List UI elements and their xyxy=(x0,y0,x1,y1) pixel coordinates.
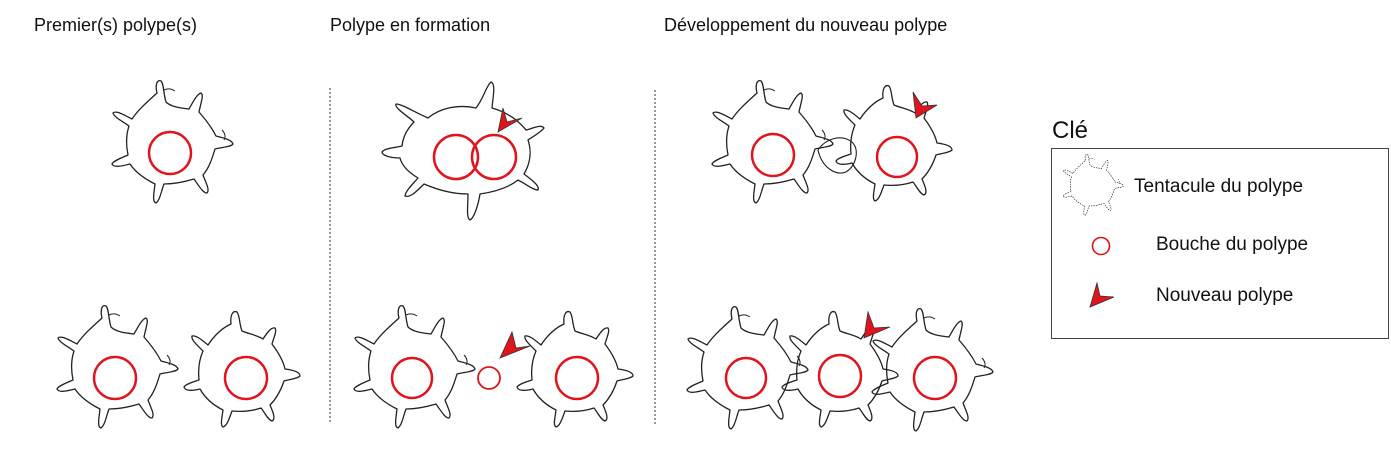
key-label-tentacle: Tentacule du polype xyxy=(1134,176,1304,197)
column-title-first-polyps: Premier(s) polype(s) xyxy=(34,15,198,35)
polyp-pair-budding xyxy=(354,306,633,428)
column-title-new-polyp-development: Développement du nouveau polype xyxy=(664,15,948,35)
polyp-mouth xyxy=(877,137,917,177)
polyp-mouth-circle-icon xyxy=(1090,235,1112,257)
new-polyp-arrowhead xyxy=(864,312,890,338)
column-title-polyp-forming: Polype en formation xyxy=(330,15,491,35)
key-label-new-polyp: Nouveau polype xyxy=(1156,285,1294,306)
polyp-developing-pair xyxy=(712,81,952,203)
key-box xyxy=(1051,148,1389,339)
polyp-pair xyxy=(57,306,300,428)
polyp-mouth xyxy=(752,134,794,176)
polyp-single xyxy=(112,81,233,203)
polyp-mouth xyxy=(94,357,136,399)
key-label-mouth: Bouche du polype xyxy=(1156,234,1309,255)
key-title: Clé xyxy=(1052,117,1089,144)
polyp-dividing xyxy=(382,82,544,220)
polyp-mouth-small xyxy=(478,367,500,389)
polyp-mouth xyxy=(392,358,432,398)
new-polyp-arrowhead-icon xyxy=(1086,279,1116,309)
polyp-mouth xyxy=(726,358,766,398)
polyp-mouth xyxy=(556,357,598,399)
polyp-tentacle-outline-icon xyxy=(1056,153,1128,225)
polyp-mouth xyxy=(914,357,956,399)
polyp-mouth xyxy=(225,357,267,399)
polyp-trio xyxy=(687,307,993,431)
polyp-mouth xyxy=(149,132,191,174)
polyp-mouth xyxy=(819,355,861,397)
